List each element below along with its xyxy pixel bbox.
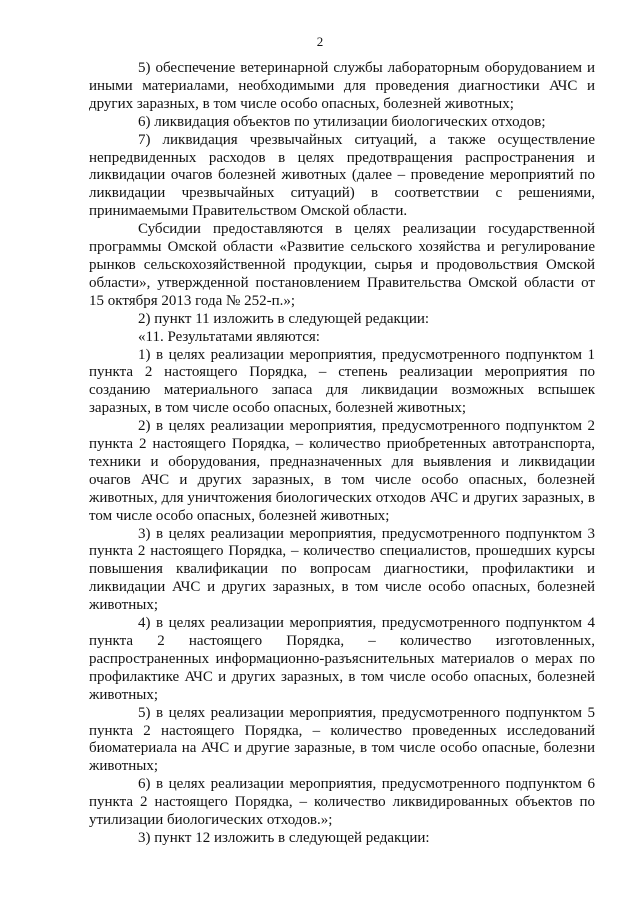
paragraph: 2) пункт 11 изложить в следующей редакции:: [138, 310, 430, 327]
paragraph: 1) в целях реализации мероприятия, предусмотренного подпунктом 1 пункта 2 настоящего Порядка, – степень реализации мероприятия по созданию материального запаса для ликвидации возможных вспышек заразных, в том числе особо опасных, болезней животных;: [89, 346, 595, 417]
paragraph: 6) в целях реализации мероприятия, предусмотренного подпунктом 6 пункта 2 настоящего Порядка, – количество ликвидированных объектов по утилизации биологических отходов.»;: [89, 776, 595, 829]
paragraph: 3) пункт 12 изложить в следующей редакции:: [138, 829, 430, 846]
paragraph: 5) обеспечение ветеринарной службы лабораторным оборудованием и иными материалами, необходимыми для проведения диагностики АЧС и других заразных, в том числе особо опасных, болезней животных;: [89, 60, 595, 112]
document-body: [89, 60, 595, 848]
paragraph: 7) ликвидация чрезвычайных ситуаций, а также осуществление непредвиденных расходов в целях предотвращения распространения и ликвидации очагов болезней животных (далее – проведение мероприятий по ликвидации чрезвычайных ситуаций) в соответствии с решениями, принимаемыми Правительством Омской области.: [89, 131, 595, 220]
paragraph: Субсидии предоставляются в целях реализации государственной программы Омской области «Развитие сельского хозяйства и регулирование рынков сельскохозяйственной продукции, сырья и продовольствия Омской области», утвержденной постановлением Правительства Омской области от 15 октября 2013 года № 252-п.»;: [89, 221, 595, 309]
page-number: 2: [316, 34, 324, 49]
paragraph: «11. Результатами являются:: [138, 328, 320, 345]
paragraph: 4) в целях реализации мероприятия, предусмотренного подпунктом 4 пункта 2 настоящего Порядка, – количество изготовленных, распространенных информационно-разъяснительных материалов о мерах по профилактике АЧС и других заразных, в том числе особо опасных, болезней животных;: [89, 615, 595, 703]
paragraph: 6) ликвидация объектов по утилизации биологических отходов;: [138, 113, 546, 130]
paragraph: 2) в целях реализации мероприятия, предусмотренного подпунктом 2 пункта 2 настоящего Порядка, – количество приобретенных автотранспорта, техники и оборудования, предназначенных для выявления и ликвидации очагов АЧС и других заразных, в том числе особо опасных, болезней животных, для уничтожения биологических отходов АЧС и других заразных, в том числе особо опасных, болезней животных;: [89, 418, 595, 524]
paragraph: 3) в целях реализации мероприятия, предусмотренного подпунктом 3 пункта 2 настоящего Порядка, – количество специалистов, прошедших курсы повышения квалификации по вопросам диагностики, профилактики и ликвидации АЧС и других заразных, в том числе особо опасных, болезней животных;: [89, 525, 595, 614]
paragraph: 5) в целях реализации мероприятия, предусмотренного подпунктом 5 пункта 2 настоящего Порядка, – количество проведенных исследований биоматериала на АЧС и другие заразные, в том числе особо опасные, болезни животных;: [89, 704, 595, 775]
